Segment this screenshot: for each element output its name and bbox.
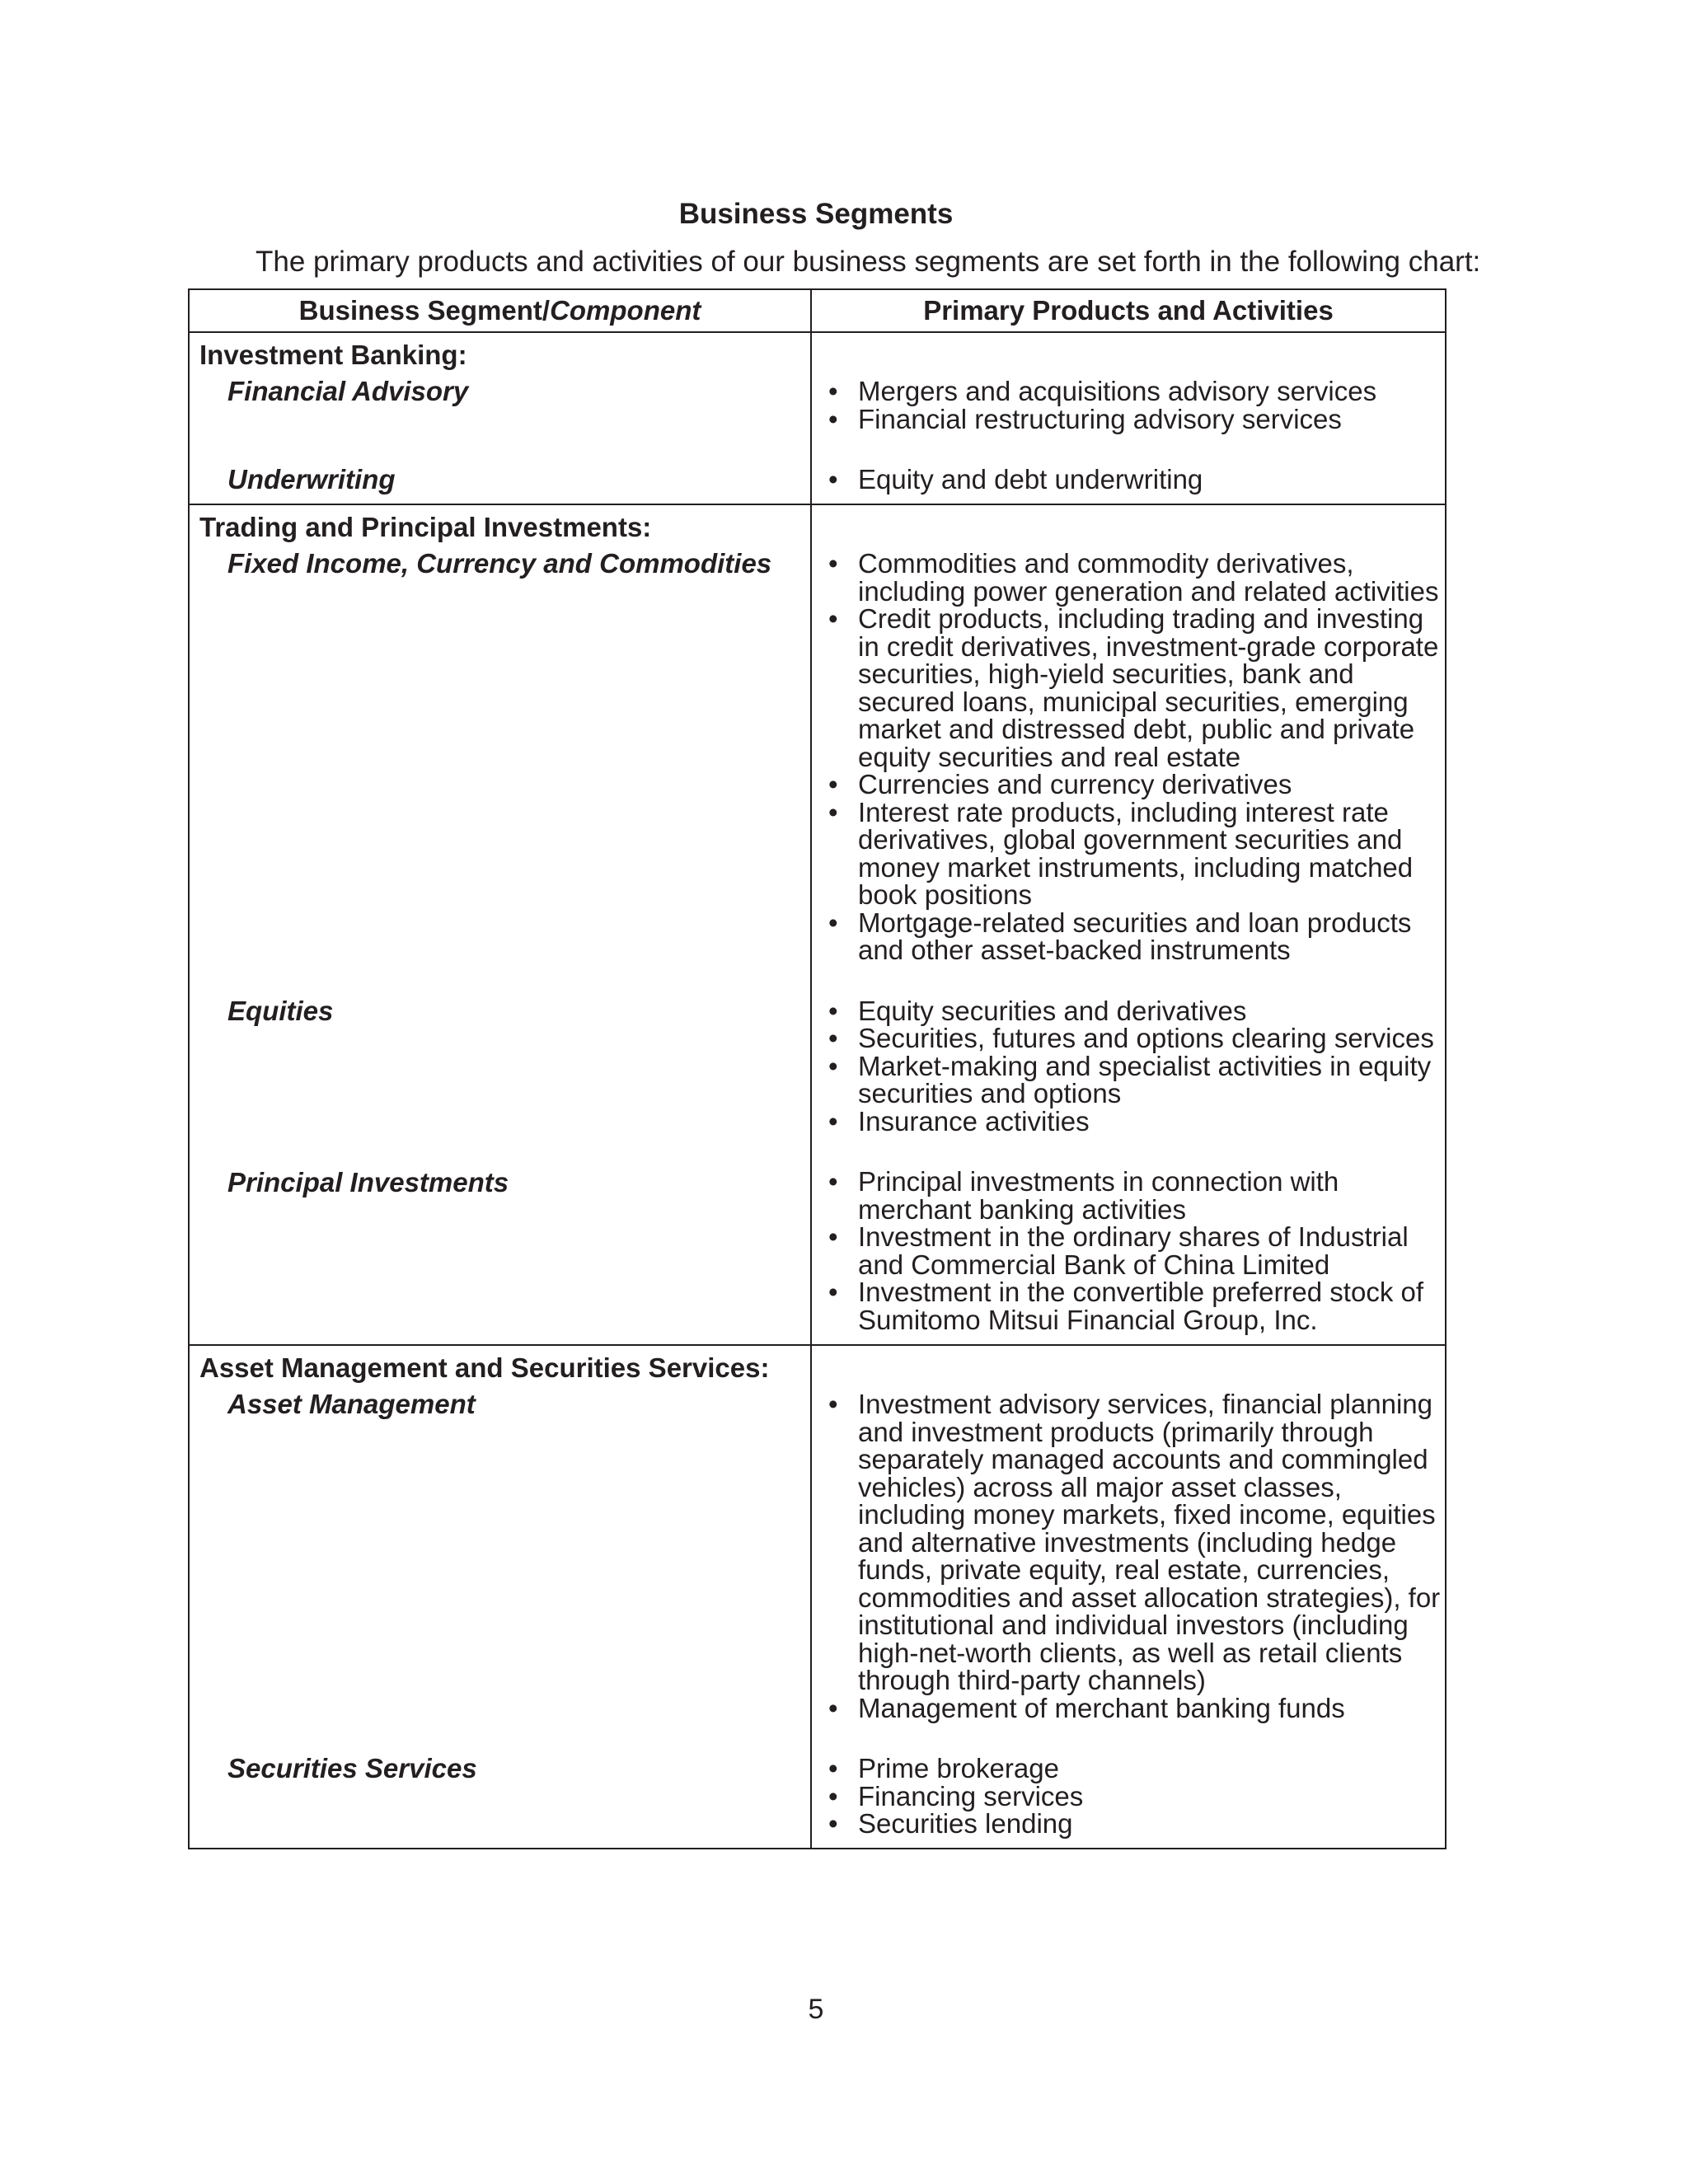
- component-label: Underwriting: [227, 464, 396, 494]
- activity-item: • Securities, futures and options clearing services: [828, 1024, 1445, 1052]
- activity-item: • Mergers and acquisitions advisory services: [828, 377, 1445, 405]
- column-header-component-text: Component: [550, 295, 701, 326]
- table-header-row: [189, 289, 1446, 332]
- activity-item: • Equity and debt underwriting: [828, 466, 1445, 494]
- segment-title: Trading and Principal Investments:: [199, 512, 652, 542]
- column-header-segment: [189, 289, 811, 332]
- segment-title: Investment Banking:: [199, 340, 467, 370]
- activities-list: [828, 466, 1445, 494]
- page-number: 5: [808, 1994, 824, 2025]
- column-header-activities: Primary Products and Activities: [811, 289, 1446, 332]
- activity-item: • Credit products, including trading and investing in credit derivatives, investment-grade corporate securities, high-yield securities, bank and secured loans, municipal securities, emerging market and distressed debt, public and private equity securities and real estate: [828, 605, 1445, 771]
- segment-title: Asset Management and Securities Services:: [199, 1352, 770, 1383]
- table-row: [189, 1345, 1446, 1849]
- component-label: Fixed Income, Currency and Commodities: [227, 548, 772, 579]
- activity-item: • Commodities and commodity derivatives, including power generation and related activities: [828, 550, 1445, 605]
- table-row: [189, 504, 1446, 1345]
- component-label: Principal Investments: [227, 1167, 509, 1197]
- business-segments-table: [188, 288, 1447, 1849]
- activity-item: • Interest rate products, including interest rate derivatives, global government securities and money market instruments, including matched book positions: [828, 799, 1445, 909]
- activity-item: • Investment in the convertible preferred stock of Sumitomo Mitsui Financial Group, Inc.: [828, 1278, 1445, 1333]
- segment-cell: [189, 332, 811, 504]
- segment-cell: [189, 504, 811, 1345]
- activity-item: • Management of merchant banking funds: [828, 1694, 1445, 1722]
- activity-item: • Investment advisory services, financial planning and investment products (primarily through separately managed accounts and commingled vehicles) across all major asset classes, including money markets, fixed income, equities and alternative investments (including hedge funds, private equity, real estate, currencies, commodities and asset allocation strategies), for institutional and individual investors (including high-net-worth clients, as well as retail clients through third-party channels): [828, 1390, 1445, 1694]
- component-label: Equities: [227, 996, 334, 1026]
- column-header-segment-text: Business Segment/: [298, 295, 551, 326]
- activity-item: • Mortgage-related securities and loan products and other asset-backed instruments: [828, 909, 1445, 964]
- activities-list: [828, 1168, 1445, 1333]
- activity-item: • Financial restructuring advisory services: [828, 405, 1445, 434]
- activities-list: [828, 550, 1445, 964]
- activities-list: [828, 997, 1445, 1136]
- activities-cell: [811, 1345, 1446, 1849]
- activity-item: • Market-making and specialist activities in equity securities and options: [828, 1052, 1445, 1108]
- activity-item: • Principal investments in connection with merchant banking activities: [828, 1168, 1445, 1223]
- component-label: Securities Services: [227, 1753, 477, 1783]
- page-heading: Business Segments: [678, 198, 954, 230]
- activity-item: • Insurance activities: [828, 1108, 1445, 1136]
- activities-cell: [811, 332, 1446, 504]
- table-row: [189, 332, 1446, 504]
- activity-item: • Financing services: [828, 1783, 1445, 1811]
- activities-list: [828, 1755, 1445, 1838]
- component-label: Financial Advisory: [227, 376, 469, 406]
- activity-item: • Prime brokerage: [828, 1755, 1445, 1783]
- segment-cell: [189, 1345, 811, 1849]
- activities-list: [828, 377, 1445, 433]
- activity-item: • Currencies and currency derivatives: [828, 771, 1445, 799]
- activity-item: • Investment in the ordinary shares of Industrial and Commercial Bank of China Limited: [828, 1223, 1445, 1278]
- activity-item: • Equity securities and derivatives: [828, 997, 1445, 1025]
- activities-list: [828, 1390, 1445, 1722]
- activities-cell: [811, 504, 1446, 1345]
- activity-item: • Securities lending: [828, 1810, 1445, 1838]
- intro-paragraph: The primary products and activities of our business segments are set forth in the following chart:: [256, 246, 1481, 278]
- table-body: [189, 332, 1446, 1849]
- component-label: Asset Management: [227, 1389, 476, 1419]
